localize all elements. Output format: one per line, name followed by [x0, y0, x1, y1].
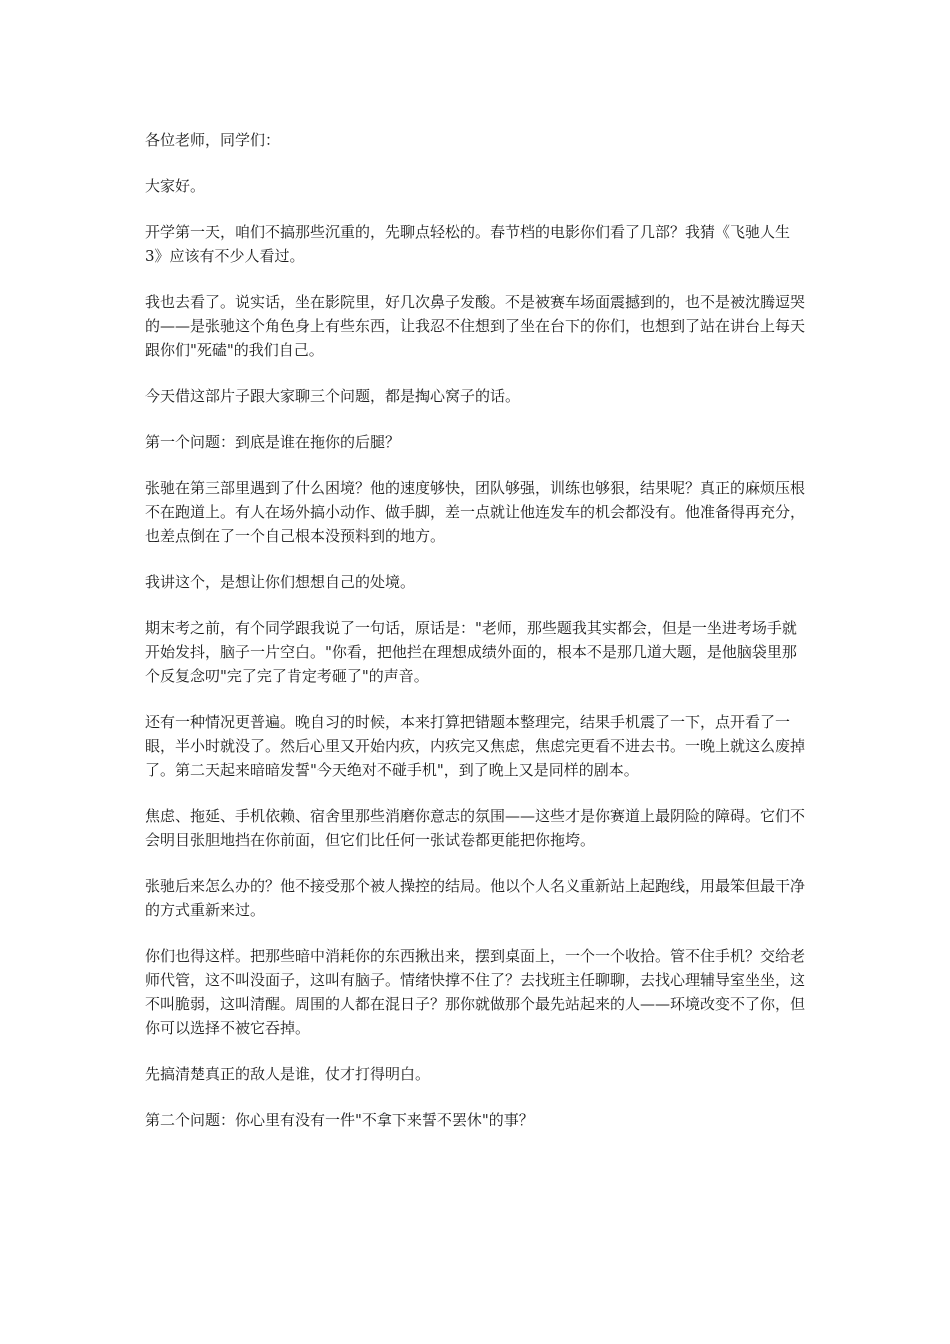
- paragraph: 还有一种情况更普遍。晚自习的时候，本来打算把错题本整理完，结果手机震了一下，点开看了一眼，半小时就没了。然后心里又开始内疚，内疚完又焦虑，焦虑完更看不进去书。一晚上就这么废掉了。第二天起来暗暗发誓"今天绝对不碰手机"，到了晚上又是同样的剧本。: [145, 713, 806, 779]
- section-heading-question-1: 第一个问题：到底是谁在拖你的后腿？: [145, 433, 401, 451]
- paragraph: 开学第一天，咱们不搞那些沉重的，先聊点轻松的。春节档的电影你们看了几部？我猜《飞驰人生 3》应该有不少人看过。: [145, 223, 791, 265]
- paragraph: 我也去看了。说实话，坐在影院里，好几次鼻子发酸。不是被赛车场面震撼到的，也不是被沈腾逗哭的——是张驰这个角色身上有些东西，让我忍不住想到了坐在台下的你们，也想到了站在讲台上每天跟你们"死磕"的我们自己。: [145, 293, 806, 359]
- paragraph: 张驰后来怎么办的？他不接受那个被人操控的结局。他以个人名义重新站上起跑线，用最笨但最干净的方式重新来过。: [145, 877, 806, 919]
- section-heading-question-2: 第二个问题：你心里有没有一件"不拿下来誓不罢休"的事？: [145, 1111, 534, 1129]
- paragraph: 今天借这部片子跟大家聊三个问题，都是掏心窝子的话。: [145, 387, 521, 405]
- paragraph: 焦虑、拖延、手机依赖、宿舍里那些消磨你意志的氛围——这些才是你赛道上最阴险的障碍。它们不会明目张胆地挡在你前面，但它们比任何一张试卷都更能把你拖垮。: [145, 807, 806, 849]
- paragraph: 先搞清楚真正的敌人是谁，仗才打得明白。: [145, 1065, 431, 1083]
- greeting: 大家好。: [145, 177, 206, 195]
- paragraph: 张驰在第三部里遇到了什么困境？他的速度够快，团队够强，训练也够狠，结果呢？真正的麻烦压根不在跑道上。有人在场外搞小动作、做手脚，差一点就让他连发车的机会都没有。他准备得再充分，也差点倒在了一个自己根本没预料到的地方。: [145, 479, 806, 545]
- paragraph: 你们也得这样。把那些暗中消耗你的东西揪出来，摆到桌面上，一个一个收拾。管不住手机？交给老师代管，这不叫没面子，这叫有脑子。情绪快撑不住了？去找班主任聊聊，去找心理辅导室坐坐，这不叫脆弱，这叫清醒。周围的人都在混日子？那你就做那个最先站起来的人——环境改变不了你，但你可以选择不被它吞掉。: [145, 947, 806, 1037]
- paragraph: 期末考之前，有个同学跟我说了一句话，原话是："老师，那些题我其实都会，但是一坐进考场手就开始发抖，脑子一片空白。"你看，把他拦在理想成绩外面的，根本不是那几道大题，是他脑袋里那个反复念叨"完了完了肯定考砸了"的声音。: [145, 619, 797, 685]
- salutation: 各位老师，同学们：: [145, 131, 281, 149]
- speech-body: [145, 128, 805, 1154]
- paragraph: 我讲这个，是想让你们想想自己的处境。: [145, 573, 416, 591]
